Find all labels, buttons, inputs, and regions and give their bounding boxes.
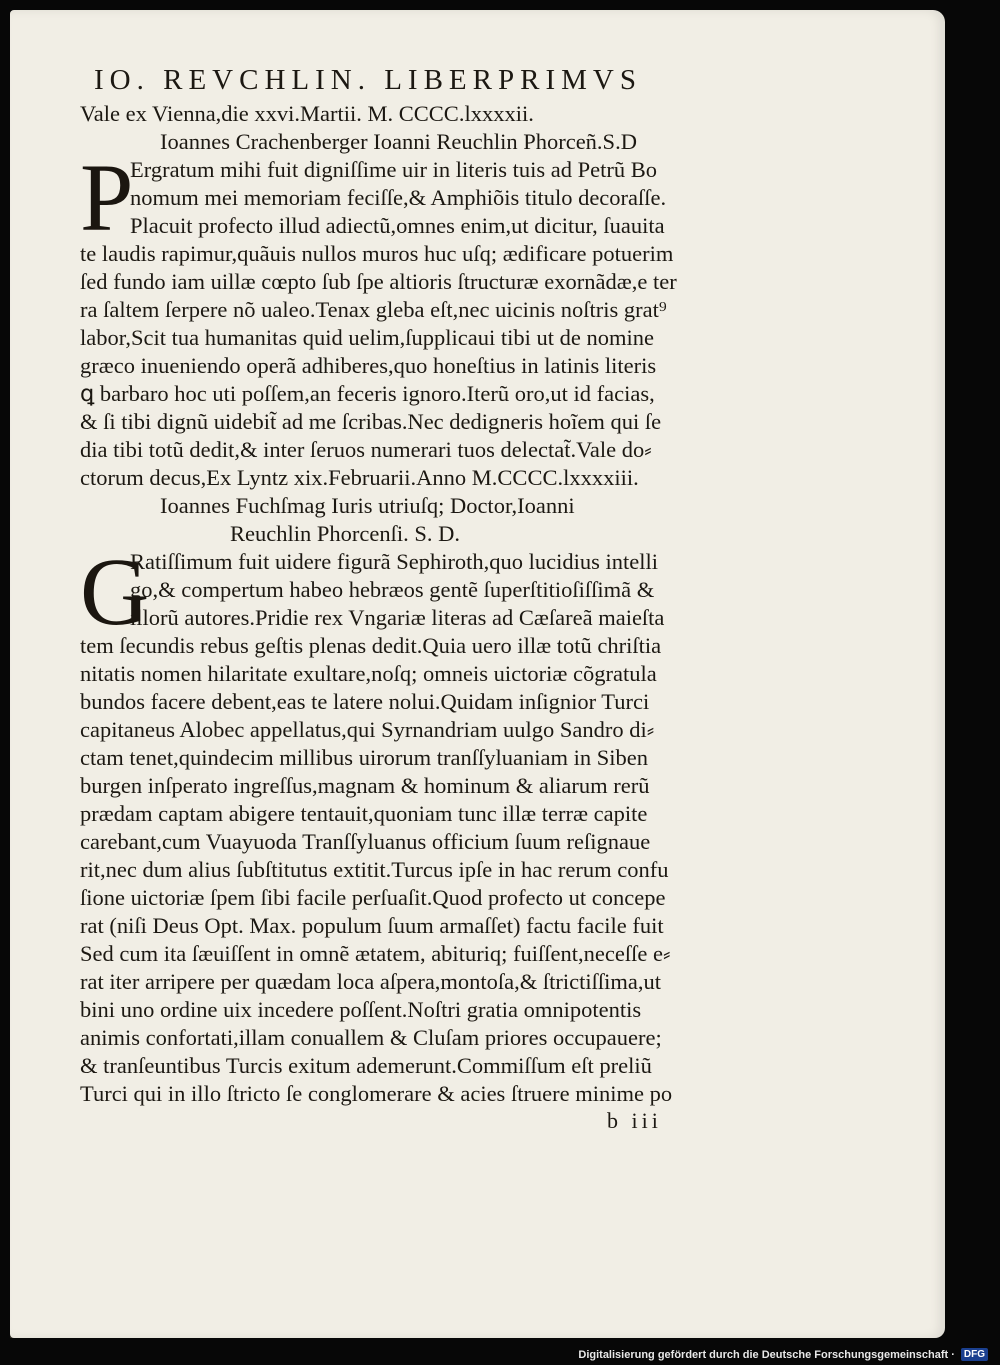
text-line: ſed fundo iam uillæ cœpto ſub ſpe altioris ſtructuræ exornãdæ,e ter: [80, 269, 677, 294]
text-line: labor,Scit tua humanitas quid uelim,ſupplicaui tibi ut de nomine: [80, 325, 655, 350]
text-line: ctam tenet,quindecim millibus uirorum tranſſyluaniam in Siben: [80, 745, 649, 770]
text-line: & tranſeuntibus Turcis exitum ademerunt.Commiſſum eſt preliũ: [80, 1053, 652, 1078]
text-line: rat iter arripere per quædam loca aſpera,montoſa,& ſtrictiſſima,ut: [80, 969, 662, 994]
text-line: ꝗ barbaro hoc uti poſſem,an feceris ignoro.Iterũ oro,ut id facias,: [80, 381, 655, 406]
text-line: nomum mei memoriam feciſſe,& Amphiõis titulo decoraſſe.: [130, 185, 667, 210]
text-line: tem ſecundis rebus geſtis plenas dedit.Quia uero illæ totũ chriſtia: [80, 633, 662, 658]
text-line: ſione uictoriæ ſpem ſibi facile perſuaſit.Quod profecto ut concepe: [80, 885, 666, 910]
text-line: Sed cum ita ſæuiſſent in omnẽ ætatem, abituriq; fuiſſent,neceſſe e⸗: [80, 941, 671, 966]
letter-heading: Ioannes Fuchſmag Iuris utriuſq; Doctor,Ioanni: [160, 493, 575, 518]
letter-body-1: [80, 144, 730, 492]
text-line: Turci qui in illo ſtricto ſe conglomerare & acies ſtruere minime po: [80, 1081, 673, 1106]
drop-initial: P: [80, 144, 134, 251]
text-line: bundos facere debent,eas te latere nolui.Quidam inſignior Turci: [80, 689, 650, 714]
letter-close-line: Vale ex Vienna,die xxvi.Martii. M. CCCC.lxxxxii.: [80, 101, 534, 126]
letter-heading: Reuchlin Phorcenſi. S. D.: [230, 521, 460, 546]
digitization-credit: [578, 1348, 988, 1361]
text-line: ctorum decus,Ex Lyntz xix.Februarii.Anno M.CCCC.lxxxxiii.: [80, 465, 639, 490]
text-line: dia tibi totũ dedit,& inter ſeruos numerari tuos delectat̃.Vale do⸗: [80, 437, 652, 462]
text-line: rit,nec dum alius ſubſtitutus extitit.Turcus ipſe in hac rerum confu: [80, 857, 669, 882]
text-line: rat (niſi Deus Opt. Max. populum ſuum armaſſet) factu facile fuit: [80, 913, 664, 938]
text-line: burgen inſperato ingreſſus,magnam & hominum & aliarum rerũ: [80, 773, 650, 798]
letter-heading: Ioannes Crachenberger Ioanni Reuchlin Phorceñ.S.D: [160, 129, 637, 154]
text-line: Placuit profecto illud adiectũ,omnes enim,ut dicitur, ſuauita: [130, 213, 665, 238]
dfg-logo: DFG: [961, 1348, 988, 1361]
text-line: & ſi tibi dignũ uidebit̃ ad me ſcribas.Nec dedigneris hoĩem qui ſe: [80, 409, 662, 434]
text-line: carebant,cum Vuayuoda Tranſſyluanus officium ſuum reſignaue: [80, 829, 651, 854]
letter-body-2: [80, 538, 730, 1108]
text-line: bini uno ordine uix incedere poſſent.Noſtri gratia omnipotentis: [80, 997, 642, 1022]
running-head: IO. REVCHLIN. LIBERPRIMVS: [94, 64, 642, 96]
text-line: go,& compertum habeo hebræos gentẽ ſuperſtitioſiſſimã &: [130, 577, 655, 602]
signature-mark: b iii: [607, 1108, 662, 1133]
text-line: te laudis rapimur,quãuis nullos muros huc uſq; ædificare potuerim: [80, 241, 674, 266]
text-line: prædam captam abigere tentauit,quoniam tunc illæ terræ capite: [80, 801, 648, 826]
text-line: nitatis nomen hilaritate exultare,noſq; omneis uictoriæ cõgratula: [80, 661, 657, 686]
drop-initial: G: [80, 538, 150, 645]
page-text: [80, 60, 730, 1108]
text-line: Ratiſſimum fuit uidere figurã Sephiroth,quo lucidius intelli: [130, 549, 659, 574]
text-line: ra ſaltem ſerpere nõ ualeo.Tenax gleba eſt,nec uicinis noſtris grat⁹: [80, 297, 667, 322]
credit-text: Digitalisierung gefördert durch die Deutsche Forschungsgemeinschaft ·: [578, 1348, 955, 1361]
text-line: Ergratum mihi fuit digniſſime uir in literis tuis ad Petrũ Bo: [130, 157, 658, 182]
text-line: capitaneus Alobec appellatus,qui Syrnandriam uulgo Sandro di⸗: [80, 717, 655, 742]
text-line: animis confortati,illam conuallem & Cluſam priores occupauere;: [80, 1025, 662, 1050]
text-line: græco inueniendo operã adhiberes,quo honeſtius in latinis literis: [80, 353, 657, 378]
text-line: illorũ autores.Pridie rex Vngariæ literas ad Cæſareã maieſta: [130, 605, 665, 630]
